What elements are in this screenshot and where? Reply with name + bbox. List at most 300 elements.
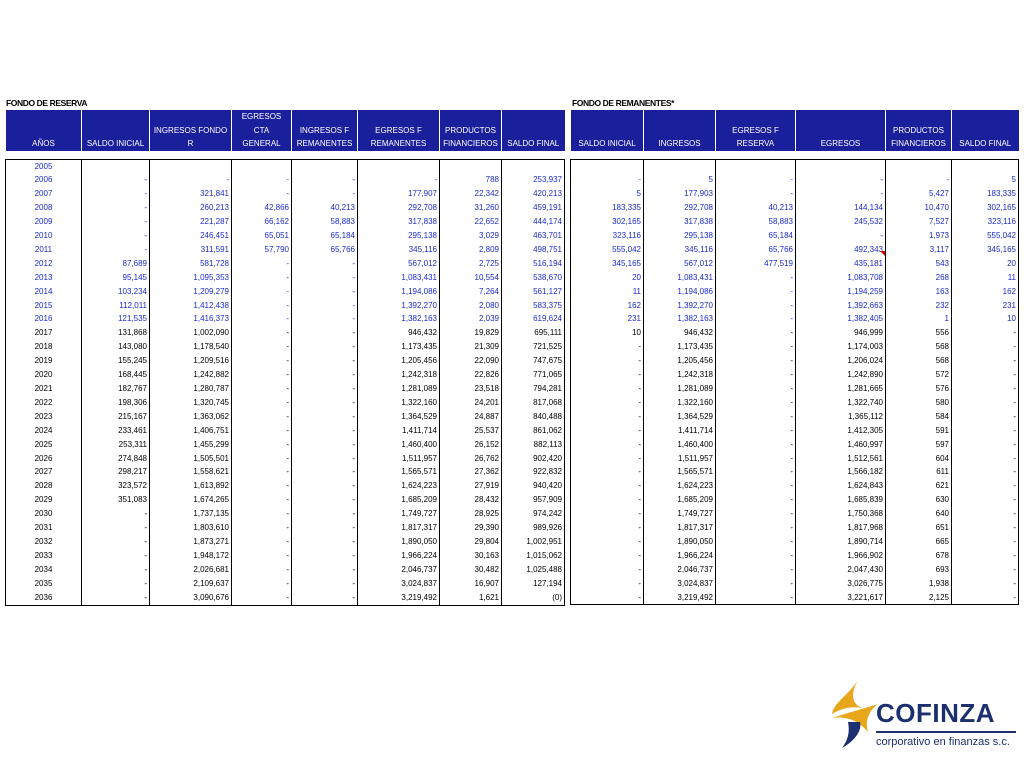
value-cell[interactable]: 2,046,737 (358, 563, 440, 577)
value-cell[interactable]: 65,766 (716, 243, 796, 257)
value-cell[interactable]: 298,217 (82, 465, 150, 479)
year-cell[interactable]: 2033 (6, 549, 82, 563)
value-cell[interactable]: 27,919 (440, 479, 502, 493)
value-cell[interactable]: 568 (886, 340, 952, 354)
value-cell[interactable]: - (82, 215, 150, 229)
value-cell[interactable]: 1,511,957 (644, 452, 716, 466)
value-cell[interactable]: 16,907 (440, 577, 502, 591)
value-cell[interactable]: - (716, 452, 796, 466)
value-cell[interactable]: - (82, 535, 150, 549)
value-cell[interactable]: - (150, 173, 232, 187)
value-cell[interactable]: 1,621 (440, 591, 502, 605)
value-cell[interactable]: 1,173,435 (358, 340, 440, 354)
value-cell[interactable]: 198,306 (82, 396, 150, 410)
value-cell[interactable]: - (82, 187, 150, 201)
year-cell[interactable]: 2032 (6, 535, 82, 549)
value-cell[interactable]: 42,866 (232, 201, 292, 215)
year-cell[interactable]: 2035 (6, 577, 82, 591)
year-cell[interactable]: 2021 (6, 382, 82, 396)
value-cell[interactable]: - (952, 438, 1019, 452)
value-cell[interactable] (150, 159, 232, 173)
value-cell[interactable]: - (571, 549, 644, 563)
value-cell[interactable]: - (232, 535, 292, 549)
value-cell[interactable] (358, 159, 440, 173)
value-cell[interactable]: - (571, 173, 644, 187)
value-cell[interactable]: 640 (886, 507, 952, 521)
value-cell[interactable]: 817,068 (502, 396, 565, 410)
value-cell[interactable]: 1,382,163 (644, 312, 716, 326)
year-cell[interactable]: 2008 (6, 201, 82, 215)
value-cell[interactable]: 597 (886, 438, 952, 452)
year-cell[interactable]: 2007 (6, 187, 82, 201)
value-cell[interactable]: 940,420 (502, 479, 565, 493)
year-cell[interactable]: 2024 (6, 424, 82, 438)
value-cell[interactable]: 231 (952, 299, 1019, 313)
value-cell[interactable]: 611 (886, 465, 952, 479)
value-cell[interactable]: - (952, 396, 1019, 410)
value-cell[interactable]: - (232, 312, 292, 326)
value-cell[interactable]: - (716, 535, 796, 549)
value-cell[interactable]: 1,209,516 (150, 354, 232, 368)
value-cell[interactable]: 1,406,751 (150, 424, 232, 438)
value-cell[interactable]: - (716, 382, 796, 396)
value-cell[interactable]: - (796, 173, 886, 187)
value-cell[interactable]: - (292, 521, 358, 535)
value-cell[interactable]: - (292, 299, 358, 313)
value-cell[interactable] (886, 159, 952, 173)
value-cell[interactable]: - (292, 465, 358, 479)
value-cell[interactable]: - (292, 368, 358, 382)
value-cell[interactable]: 65,184 (716, 229, 796, 243)
year-cell[interactable]: 2011 (6, 243, 82, 257)
value-cell[interactable]: - (796, 229, 886, 243)
value-cell[interactable]: 584 (886, 410, 952, 424)
value-cell[interactable]: 1,392,270 (358, 299, 440, 313)
value-cell[interactable]: 1,392,663 (796, 299, 886, 313)
value-cell[interactable]: - (952, 340, 1019, 354)
value-cell[interactable]: 28,925 (440, 507, 502, 521)
value-cell[interactable]: 302,165 (571, 215, 644, 229)
value-cell[interactable]: 87,689 (82, 257, 150, 271)
value-cell[interactable]: 23,518 (440, 382, 502, 396)
value-cell[interactable]: 1,281,665 (796, 382, 886, 396)
value-cell[interactable]: - (716, 507, 796, 521)
value-cell[interactable] (644, 159, 716, 173)
value-cell[interactable]: - (571, 507, 644, 521)
value-cell[interactable]: 861,062 (502, 424, 565, 438)
value-cell[interactable]: 693 (886, 563, 952, 577)
year-cell[interactable]: 2009 (6, 215, 82, 229)
value-cell[interactable]: - (82, 507, 150, 521)
value-cell[interactable]: - (82, 577, 150, 591)
value-cell[interactable]: 567,012 (358, 257, 440, 271)
value-cell[interactable]: 1,890,050 (358, 535, 440, 549)
value-cell[interactable] (796, 159, 886, 173)
value-cell[interactable]: - (82, 563, 150, 577)
value-cell[interactable]: - (952, 354, 1019, 368)
value-cell[interactable]: 1,025,488 (502, 563, 565, 577)
value-cell[interactable]: (0) (502, 591, 565, 605)
value-cell[interactable]: - (292, 396, 358, 410)
value-cell[interactable]: - (571, 577, 644, 591)
value-cell[interactable]: 3,219,492 (644, 591, 716, 605)
value-cell[interactable]: 246,451 (150, 229, 232, 243)
year-cell[interactable]: 2026 (6, 452, 82, 466)
value-cell[interactable]: 678 (886, 549, 952, 563)
value-cell[interactable]: 5,427 (886, 187, 952, 201)
value-cell[interactable]: 1,817,968 (796, 521, 886, 535)
value-cell[interactable]: 840,488 (502, 410, 565, 424)
value-cell[interactable]: - (952, 577, 1019, 591)
value-cell[interactable]: 2,046,737 (644, 563, 716, 577)
value-cell[interactable]: 57,790 (232, 243, 292, 257)
value-cell[interactable]: 1,392,270 (644, 299, 716, 313)
value-cell[interactable]: 1,565,571 (358, 465, 440, 479)
value-cell[interactable]: 619,624 (502, 312, 565, 326)
value-cell[interactable]: 516,194 (502, 257, 565, 271)
value-cell[interactable]: 1,685,839 (796, 493, 886, 507)
value-cell[interactable]: 459,191 (502, 201, 565, 215)
year-cell[interactable]: 2010 (6, 229, 82, 243)
value-cell[interactable]: 1,566,182 (796, 465, 886, 479)
value-cell[interactable]: - (716, 563, 796, 577)
year-cell[interactable]: 2014 (6, 285, 82, 299)
value-cell[interactable]: 1,363,062 (150, 410, 232, 424)
value-cell[interactable]: 1,511,957 (358, 452, 440, 466)
value-cell[interactable]: - (292, 424, 358, 438)
value-cell[interactable]: - (292, 507, 358, 521)
value-cell[interactable]: 345,165 (952, 243, 1019, 257)
value-cell[interactable]: - (716, 354, 796, 368)
value-cell[interactable]: 1,817,317 (358, 521, 440, 535)
value-cell[interactable]: 1,674,265 (150, 493, 232, 507)
value-cell[interactable]: 29,804 (440, 535, 502, 549)
value-cell[interactable]: 581,728 (150, 257, 232, 271)
value-cell[interactable]: 25,537 (440, 424, 502, 438)
value-cell[interactable]: 946,999 (796, 326, 886, 340)
value-cell[interactable]: - (232, 396, 292, 410)
value-cell[interactable]: 2,125 (886, 591, 952, 605)
value-cell[interactable]: 11 (952, 271, 1019, 285)
value-cell[interactable]: - (232, 173, 292, 187)
value-cell[interactable]: 2,809 (440, 243, 502, 257)
year-cell[interactable]: 2018 (6, 340, 82, 354)
value-cell[interactable] (502, 159, 565, 173)
value-cell[interactable]: - (952, 591, 1019, 605)
value-cell[interactable] (571, 159, 644, 173)
value-cell[interactable]: 40,213 (292, 201, 358, 215)
value-cell[interactable]: 1,873,271 (150, 535, 232, 549)
value-cell[interactable]: 7,264 (440, 285, 502, 299)
value-cell[interactable]: 1,364,529 (358, 410, 440, 424)
value-cell[interactable]: 345,116 (644, 243, 716, 257)
value-cell[interactable]: 1,205,456 (358, 354, 440, 368)
value-cell[interactable]: 302,165 (952, 201, 1019, 215)
value-cell[interactable]: - (716, 493, 796, 507)
year-cell[interactable]: 2025 (6, 438, 82, 452)
value-cell[interactable]: 5 (644, 173, 716, 187)
value-cell[interactable]: 1,973 (886, 229, 952, 243)
year-cell[interactable]: 2012 (6, 257, 82, 271)
value-cell[interactable]: - (232, 285, 292, 299)
value-cell[interactable]: - (716, 187, 796, 201)
value-cell[interactable]: 231 (571, 312, 644, 326)
value-cell[interactable]: 576 (886, 382, 952, 396)
value-cell[interactable]: - (571, 382, 644, 396)
value-cell[interactable]: 65,766 (292, 243, 358, 257)
value-cell[interactable]: 177,903 (644, 187, 716, 201)
value-cell[interactable]: 946,432 (644, 326, 716, 340)
value-cell[interactable]: 621 (886, 479, 952, 493)
value-cell[interactable]: 1,685,209 (644, 493, 716, 507)
value-cell[interactable]: 162 (571, 299, 644, 313)
value-cell[interactable]: - (232, 577, 292, 591)
value-cell[interactable]: - (232, 507, 292, 521)
year-cell[interactable]: 2027 (6, 465, 82, 479)
value-cell[interactable]: 177,907 (358, 187, 440, 201)
value-cell[interactable]: 24,201 (440, 396, 502, 410)
value-cell[interactable]: - (952, 368, 1019, 382)
value-cell[interactable]: 1,281,089 (644, 382, 716, 396)
value-cell[interactable]: 27,362 (440, 465, 502, 479)
value-cell[interactable]: 1,242,318 (358, 368, 440, 382)
value-cell[interactable]: - (571, 424, 644, 438)
value-cell[interactable]: 28,432 (440, 493, 502, 507)
value-cell[interactable]: - (232, 563, 292, 577)
value-cell[interactable]: 1,624,223 (644, 479, 716, 493)
value-cell[interactable]: - (716, 424, 796, 438)
value-cell[interactable]: - (952, 424, 1019, 438)
value-cell[interactable]: 1,624,843 (796, 479, 886, 493)
value-cell[interactable]: - (292, 493, 358, 507)
value-cell[interactable]: 351,083 (82, 493, 150, 507)
year-cell[interactable]: 2019 (6, 354, 82, 368)
value-cell[interactable] (232, 159, 292, 173)
value-cell[interactable]: 292,708 (358, 201, 440, 215)
value-cell[interactable]: 583,375 (502, 299, 565, 313)
value-cell[interactable]: - (716, 396, 796, 410)
value-cell[interactable]: 317,838 (358, 215, 440, 229)
value-cell[interactable]: 2,080 (440, 299, 502, 313)
value-cell[interactable]: 5 (952, 173, 1019, 187)
value-cell[interactable]: 162 (952, 285, 1019, 299)
value-cell[interactable]: 1,280,787 (150, 382, 232, 396)
year-cell[interactable]: 2034 (6, 563, 82, 577)
value-cell[interactable]: 1,749,727 (644, 507, 716, 521)
value-cell[interactable]: - (716, 465, 796, 479)
value-cell[interactable]: 112,011 (82, 299, 150, 313)
value-cell[interactable]: 155,245 (82, 354, 150, 368)
value-cell[interactable]: - (292, 257, 358, 271)
value-cell[interactable]: - (232, 299, 292, 313)
value-cell[interactable]: 95,145 (82, 271, 150, 285)
value-cell[interactable]: 121,535 (82, 312, 150, 326)
value-cell[interactable]: - (571, 493, 644, 507)
value-cell[interactable]: - (292, 173, 358, 187)
value-cell[interactable]: - (232, 368, 292, 382)
value-cell[interactable]: - (716, 299, 796, 313)
value-cell[interactable]: 1,281,089 (358, 382, 440, 396)
value-cell[interactable]: 435,181 (796, 257, 886, 271)
value-cell[interactable]: 444,174 (502, 215, 565, 229)
value-cell[interactable]: 20 (952, 257, 1019, 271)
value-cell[interactable]: 21,309 (440, 340, 502, 354)
value-cell[interactable]: 233,461 (82, 424, 150, 438)
value-cell[interactable]: 1,966,224 (358, 549, 440, 563)
value-cell[interactable]: - (952, 493, 1019, 507)
value-cell[interactable]: - (292, 340, 358, 354)
value-cell[interactable]: - (292, 326, 358, 340)
value-cell[interactable]: 1,209,279 (150, 285, 232, 299)
value-cell[interactable]: - (952, 479, 1019, 493)
value-cell[interactable]: 323,116 (571, 229, 644, 243)
value-cell[interactable]: - (232, 424, 292, 438)
value-cell[interactable]: - (292, 187, 358, 201)
value-cell[interactable]: 556 (886, 326, 952, 340)
value-cell[interactable] (440, 159, 502, 173)
value-cell[interactable]: 3,024,837 (644, 577, 716, 591)
value-cell[interactable]: 3,029 (440, 229, 502, 243)
value-cell[interactable]: 1,083,431 (358, 271, 440, 285)
value-cell[interactable]: 1,890,714 (796, 535, 886, 549)
value-cell[interactable]: - (952, 549, 1019, 563)
value-cell[interactable]: - (952, 507, 1019, 521)
year-cell[interactable]: 2016 (6, 312, 82, 326)
value-cell[interactable]: 65,051 (232, 229, 292, 243)
value-cell[interactable]: 974,242 (502, 507, 565, 521)
value-cell[interactable]: - (716, 368, 796, 382)
year-cell[interactable]: 2029 (6, 493, 82, 507)
value-cell[interactable]: 651 (886, 521, 952, 535)
value-cell[interactable]: 1,411,714 (644, 424, 716, 438)
value-cell[interactable]: 65,184 (292, 229, 358, 243)
value-cell[interactable]: - (292, 410, 358, 424)
value-cell[interactable]: - (232, 340, 292, 354)
value-cell[interactable]: 543 (886, 257, 952, 271)
value-cell[interactable]: 1,411,714 (358, 424, 440, 438)
value-cell[interactable]: 58,883 (716, 215, 796, 229)
value-cell[interactable]: 274,848 (82, 452, 150, 466)
value-cell[interactable]: - (886, 173, 952, 187)
year-cell[interactable]: 2030 (6, 507, 82, 521)
value-cell[interactable]: 1,083,431 (644, 271, 716, 285)
value-cell[interactable]: 3,026,775 (796, 577, 886, 591)
value-cell[interactable]: - (952, 410, 1019, 424)
value-cell[interactable]: 695,111 (502, 326, 565, 340)
value-cell[interactable]: - (292, 382, 358, 396)
value-cell[interactable]: 1,749,727 (358, 507, 440, 521)
value-cell[interactable]: - (716, 173, 796, 187)
value-cell[interactable]: - (716, 285, 796, 299)
value-cell[interactable]: - (82, 173, 150, 187)
value-cell[interactable]: - (292, 285, 358, 299)
value-cell[interactable]: 245,532 (796, 215, 886, 229)
value-cell[interactable]: - (716, 326, 796, 340)
value-cell[interactable]: - (82, 229, 150, 243)
year-cell[interactable]: 2031 (6, 521, 82, 535)
value-cell[interactable]: 24,887 (440, 410, 502, 424)
value-cell[interactable]: 1,412,438 (150, 299, 232, 313)
value-cell[interactable]: - (232, 521, 292, 535)
value-cell[interactable]: 1,095,353 (150, 271, 232, 285)
value-cell[interactable]: - (716, 549, 796, 563)
value-cell[interactable]: 3,221,617 (796, 591, 886, 605)
value-cell[interactable]: 3,024,837 (358, 577, 440, 591)
value-cell[interactable]: 1,364,529 (644, 410, 716, 424)
value-cell[interactable]: 555,042 (571, 243, 644, 257)
value-cell[interactable]: - (232, 187, 292, 201)
value-cell[interactable]: 253,311 (82, 438, 150, 452)
value-cell[interactable]: 1,083,708 (796, 271, 886, 285)
value-cell[interactable]: 1,365,112 (796, 410, 886, 424)
value-cell[interactable]: 3,090,676 (150, 591, 232, 605)
year-cell[interactable]: 2036 (6, 591, 82, 605)
value-cell[interactable]: 882,113 (502, 438, 565, 452)
value-cell[interactable]: 1,242,882 (150, 368, 232, 382)
value-cell[interactable]: 1,322,740 (796, 396, 886, 410)
value-cell[interactable]: 103,234 (82, 285, 150, 299)
value-cell[interactable]: 957,909 (502, 493, 565, 507)
value-cell[interactable]: - (232, 465, 292, 479)
value-cell[interactable]: 1,416,373 (150, 312, 232, 326)
value-cell[interactable]: 182,767 (82, 382, 150, 396)
value-cell[interactable]: 794,281 (502, 382, 565, 396)
value-cell[interactable]: - (716, 521, 796, 535)
value-cell[interactable]: - (232, 326, 292, 340)
value-cell[interactable]: 1,750,368 (796, 507, 886, 521)
value-cell[interactable]: 1,565,571 (644, 465, 716, 479)
value-cell[interactable]: 127,194 (502, 577, 565, 591)
value-cell[interactable]: - (292, 452, 358, 466)
value-cell[interactable]: 10 (571, 326, 644, 340)
value-cell[interactable]: 22,826 (440, 368, 502, 382)
value-cell[interactable]: 7,527 (886, 215, 952, 229)
value-cell[interactable]: - (292, 271, 358, 285)
value-cell[interactable]: - (716, 577, 796, 591)
value-cell[interactable]: 580 (886, 396, 952, 410)
value-cell[interactable]: 1,505,501 (150, 452, 232, 466)
value-cell[interactable]: 1,558,621 (150, 465, 232, 479)
year-cell[interactable]: 2015 (6, 299, 82, 313)
value-cell[interactable]: 1,174,003 (796, 340, 886, 354)
value-cell[interactable]: 463,701 (502, 229, 565, 243)
value-cell[interactable]: - (292, 535, 358, 549)
value-cell[interactable]: 323,116 (952, 215, 1019, 229)
value-cell[interactable]: 572 (886, 368, 952, 382)
value-cell[interactable]: 1,322,160 (358, 396, 440, 410)
value-cell[interactable]: 771,065 (502, 368, 565, 382)
value-cell[interactable]: 253,937 (502, 173, 565, 187)
year-cell[interactable]: 2005 (6, 159, 82, 173)
year-cell[interactable]: 2017 (6, 326, 82, 340)
value-cell[interactable]: - (716, 591, 796, 605)
value-cell[interactable]: 22,342 (440, 187, 502, 201)
value-cell[interactable]: 568 (886, 354, 952, 368)
value-cell[interactable]: 3,117 (886, 243, 952, 257)
value-cell[interactable]: 5 (571, 187, 644, 201)
value-cell[interactable]: 788 (440, 173, 502, 187)
value-cell[interactable]: - (952, 521, 1019, 535)
value-cell[interactable] (952, 159, 1019, 173)
value-cell[interactable]: - (571, 535, 644, 549)
value-cell[interactable] (82, 159, 150, 173)
value-cell[interactable]: - (232, 271, 292, 285)
value-cell[interactable]: 143,080 (82, 340, 150, 354)
value-cell[interactable]: 30,163 (440, 549, 502, 563)
value-cell[interactable]: - (82, 201, 150, 215)
value-cell[interactable]: - (358, 173, 440, 187)
value-cell[interactable]: 1,966,902 (796, 549, 886, 563)
